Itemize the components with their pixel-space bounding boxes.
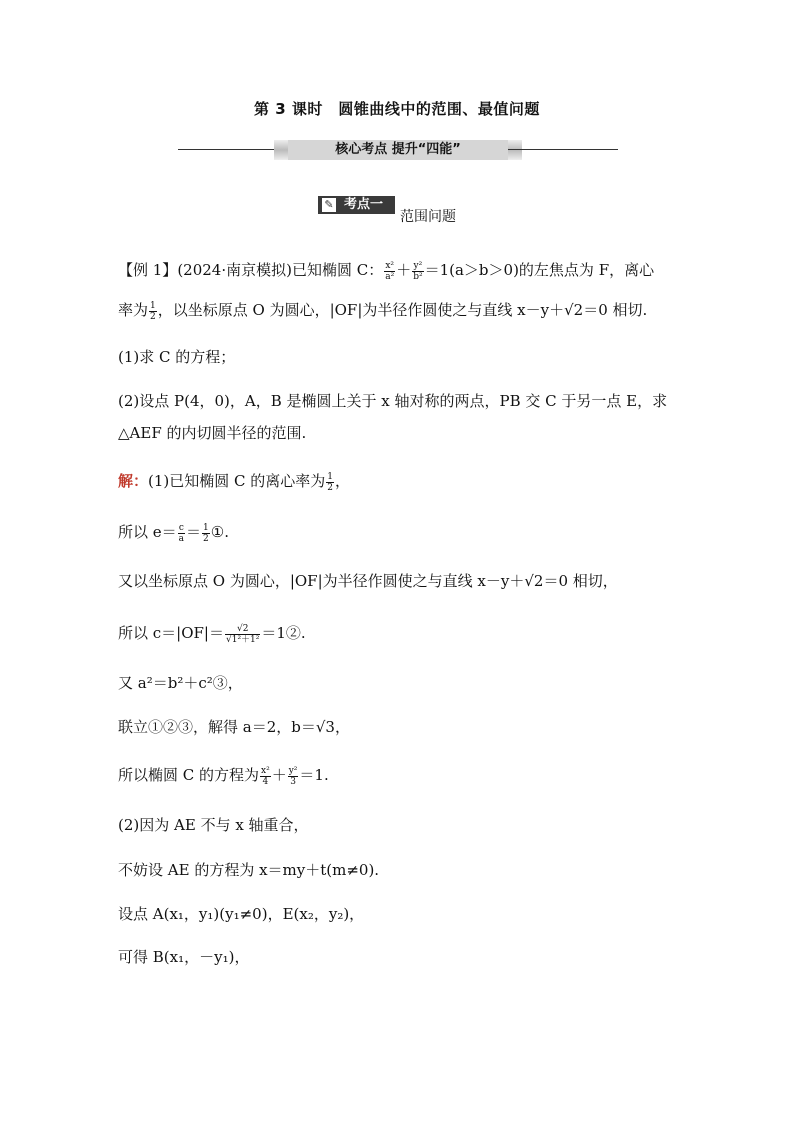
solution-line-10: 设点 A(x₁，y₁)(y₁≠0)，E(x₂，y₂)， (118, 905, 365, 923)
banner-right-rule (508, 149, 618, 150)
numerator: √2 (225, 624, 260, 635)
solution-text: ＝1. (299, 766, 329, 784)
denominator: 2 (203, 533, 209, 544)
fraction (384, 261, 395, 282)
denominator: √1²＋1² (225, 634, 260, 645)
numerator: x² (261, 765, 270, 776)
problem-text: 率为 (118, 301, 149, 319)
solution-line-2: 所以 e＝ $\frac{c}{a}$ ＝ $\frac{1}{2}$ ①. (118, 522, 229, 544)
numerator: 1 (150, 300, 156, 311)
problem-line-1 (118, 259, 654, 282)
topic-badge-label: 考点一 (344, 197, 384, 212)
fraction (260, 766, 271, 787)
pencil-icon: ✎ (322, 198, 336, 212)
fraction (412, 261, 423, 282)
solution-line-3: 又以坐标原点 O 为圆心，|OF|为半径作圆使之与直线 x－y＋√2＝0 相切， (118, 572, 618, 590)
denominator: 3 (290, 776, 296, 787)
solution-line-5: 又 a²＝b²＋c²③， (118, 674, 243, 692)
problem-text: ，以坐标原点 O 为圆心，|OF|为半径作圆使之与直线 x－y＋√2＝0 相切. (157, 301, 648, 319)
banner-left-shade (274, 140, 288, 160)
banner-text: 核心考点 提升“四能” (288, 140, 508, 160)
fraction (149, 301, 157, 322)
solution-line-7 (118, 764, 329, 787)
denominator: 4 (262, 776, 269, 787)
solution-line-6: 联立①②③，解得 a＝2，b＝√3， (118, 718, 350, 736)
solution-line-1: 解：(1)已知椭圆 C 的离心率为 $\frac{1}{2}$ ， (118, 471, 351, 493)
solution-text: ＝1②. (261, 624, 306, 642)
plus-sign: ＋ (271, 766, 287, 784)
denominator: a (178, 533, 185, 544)
solution-text: (1)已知椭圆 C 的离心率为 (148, 472, 326, 490)
denominator: 2 (327, 482, 334, 493)
solution-line-4 (118, 622, 306, 645)
page-title: 第 3 课时 圆锥曲线中的范围、最值问题 (254, 100, 540, 118)
question-2-line-2: △AEF 的内切圆半径的范围. (118, 424, 307, 442)
denominator: a² (385, 271, 395, 282)
topic-tag (318, 193, 395, 211)
fraction (288, 766, 299, 787)
solution-text: 所以 e＝ (118, 523, 177, 541)
fraction (178, 523, 185, 544)
denominator: 2 (150, 311, 156, 322)
problem-text: ＝1(a＞b＞0)的左焦点为 F，离心 (424, 261, 655, 279)
numerator: 1 (327, 471, 334, 482)
solution-line-11: 可得 B(x₁，－y₁)， (118, 948, 250, 966)
solution-label: 解： (118, 472, 149, 490)
solution-line-9: 不妨设 AE 的方程为 x＝my＋t(m≠0). (118, 861, 380, 879)
plus-sign: ＋ (396, 261, 412, 279)
denominator: b² (413, 271, 423, 282)
question-2-line-1: (2)设点 P(4，0)，A，B 是椭圆上关于 x 轴对称的两点，PB 交 C 于另一点 E，求 (118, 392, 668, 410)
solution-text: 所以椭圆 C 的方程为 (118, 766, 260, 784)
fraction (326, 472, 334, 493)
banner-left-rule (178, 149, 288, 150)
numerator: y² (288, 765, 298, 776)
topic-subtitle: 范围问题 (400, 209, 456, 225)
question-1: (1)求 C 的方程； (118, 348, 236, 366)
numerator: c (178, 522, 184, 533)
example-label: 【例 1】 (118, 261, 178, 279)
problem-text: 已知椭圆 C： (291, 261, 384, 279)
example-source: (2024·南京模拟) (177, 261, 292, 279)
banner-right-shade (508, 140, 522, 160)
solution-line-8: (2)因为 AE 不与 x 轴重合， (118, 816, 309, 834)
numerator: x² (385, 260, 395, 271)
solution-text: 所以 c＝|OF|＝ (118, 624, 224, 642)
numerator: y² (413, 260, 423, 271)
solution-text: ①. (210, 523, 229, 541)
fraction (225, 624, 260, 645)
problem-line-2 (118, 299, 647, 322)
section-banner (178, 140, 618, 160)
fraction (202, 523, 210, 544)
numerator: 1 (203, 522, 209, 533)
topic-badge (318, 196, 395, 214)
